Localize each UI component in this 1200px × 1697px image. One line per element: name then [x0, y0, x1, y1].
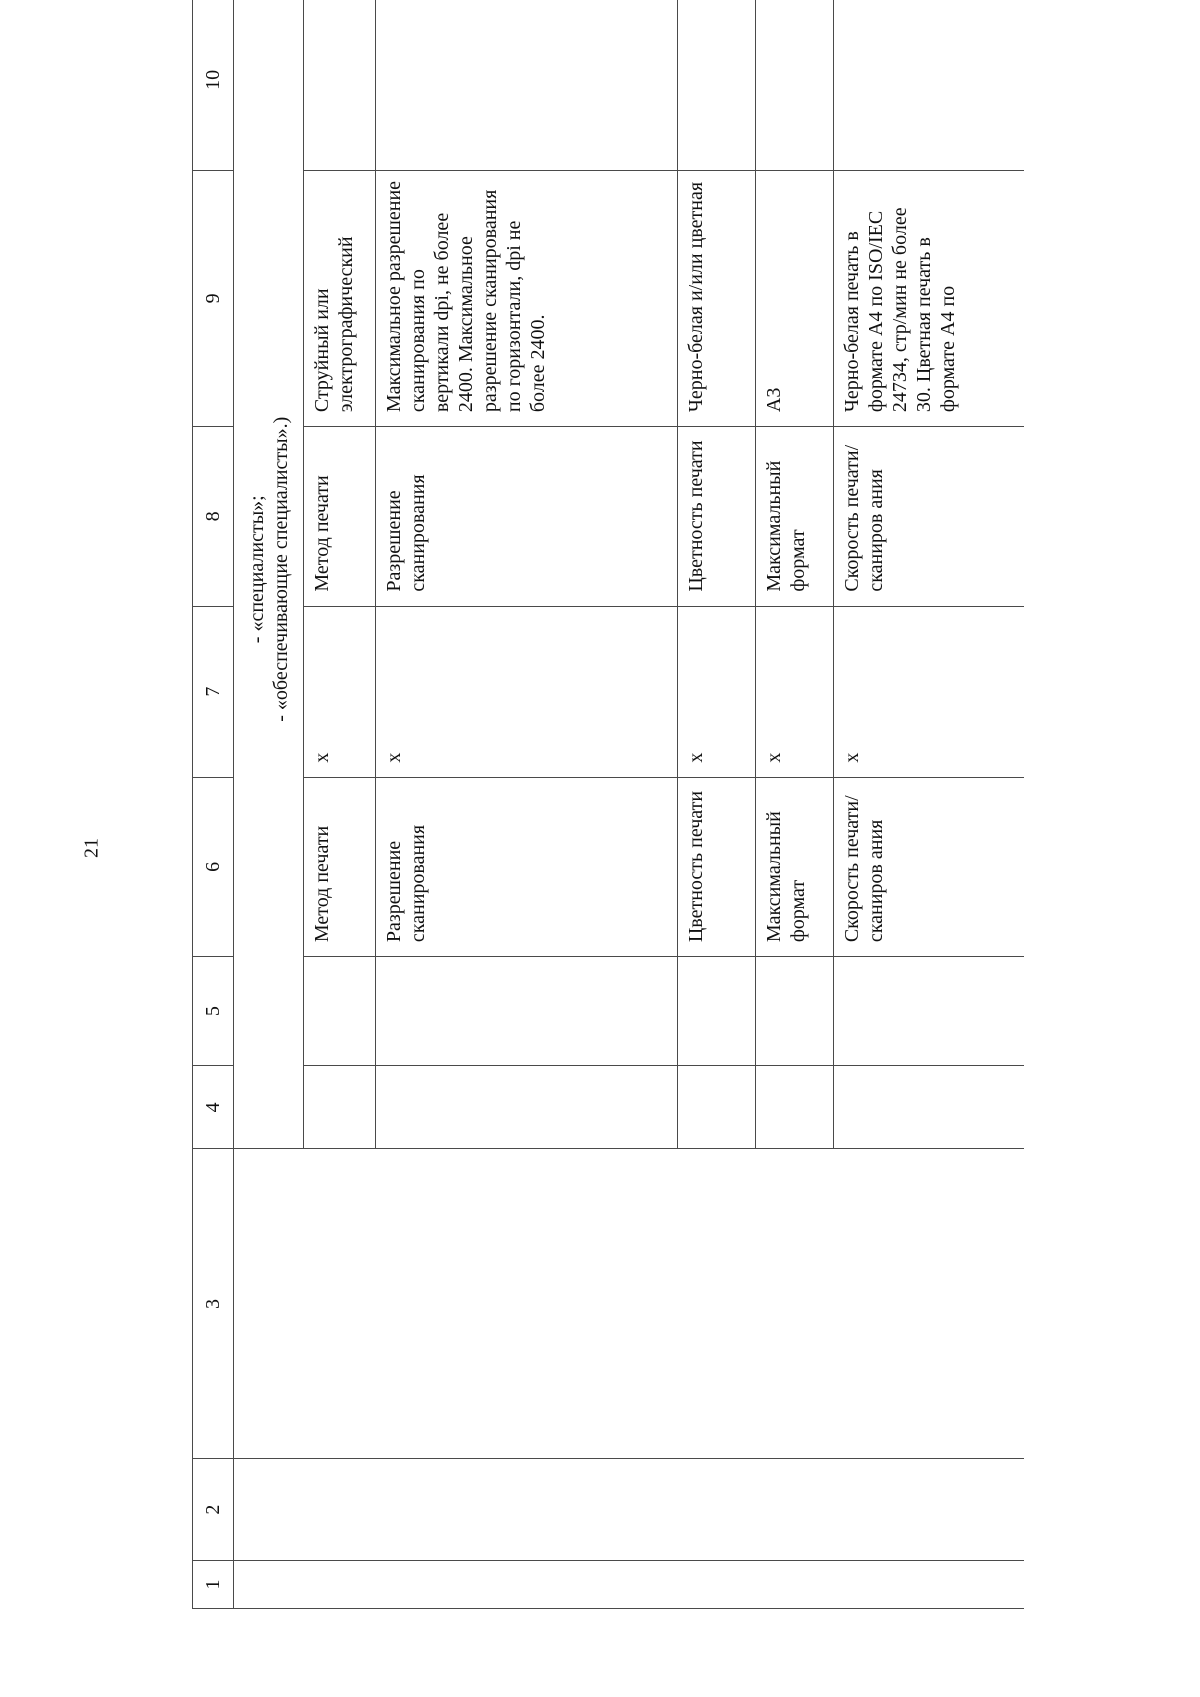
table-cell: [678, 957, 756, 1066]
table-cell: Цветность печати: [678, 777, 756, 957]
category-note: [234, 0, 304, 1149]
specification-table: [192, 0, 1024, 1609]
table-cell: [304, 1066, 376, 1149]
table-cell: [834, 957, 1024, 1066]
table-cell: [756, 0, 834, 170]
column-number: 1: [193, 1560, 234, 1608]
table-cell: [834, 1066, 1024, 1149]
table-cell: Цветность печати: [678, 427, 756, 607]
column-number: 7: [193, 606, 234, 777]
category-note-row: [234, 0, 304, 1609]
column-number: 4: [193, 1066, 234, 1149]
table-cell: [234, 1560, 1024, 1608]
table-cell: Разрешение сканирования: [376, 427, 678, 607]
column-number: 2: [193, 1459, 234, 1561]
table-cell: х: [834, 606, 1024, 777]
table-cell: [234, 1149, 1024, 1459]
rotated-page-content: [192, 0, 1042, 1609]
page-number: 21: [80, 838, 103, 858]
table-cell: [756, 1066, 834, 1149]
column-number: 8: [193, 427, 234, 607]
table-cell: х: [304, 606, 376, 777]
category-note-line: - «обеспечивающие специалисты».): [269, 416, 292, 722]
column-number: 5: [193, 957, 234, 1066]
table-cell: Метод печати: [304, 427, 376, 607]
table-cell: х: [678, 606, 756, 777]
table-cell: Максимальный формат: [756, 427, 834, 607]
column-number: 10: [193, 0, 234, 170]
table-cell: Скорость печати/сканиров ания: [834, 427, 1024, 607]
table-cell: [376, 957, 678, 1066]
column-number: 9: [193, 170, 234, 426]
table-cell: х: [376, 606, 678, 777]
column-number: 3: [193, 1149, 234, 1459]
table-cell: Струйный или электрографический: [304, 170, 376, 426]
table-cell: Максимальное разрешение сканирования по вертикали dpi, не более 2400. Максимальное разрешение сканирования по горизонтали, dpi не более 2400.: [376, 170, 678, 426]
table-cell: Метод печати: [304, 777, 376, 957]
table-cell: [376, 1066, 678, 1149]
category-note-line: - «специалисты»;: [245, 495, 268, 644]
table-cell: [834, 0, 1024, 170]
table-cell: х: [756, 606, 834, 777]
table-cell: Скорость печати/сканиров ания: [834, 777, 1024, 957]
table-cell: Максимальный формат: [756, 777, 834, 957]
table-cell: Разрешение сканирования: [376, 777, 678, 957]
table-cell: [376, 0, 678, 170]
table-cell: Черно-белая и/или цветная: [678, 170, 756, 426]
column-number-row: [193, 0, 234, 1609]
table-cell: [304, 957, 376, 1066]
table-cell: А3: [756, 170, 834, 426]
table-cell: [678, 1066, 756, 1149]
table-cell: [678, 0, 756, 170]
table-cell: [234, 1459, 1024, 1561]
table-cell: [756, 957, 834, 1066]
table-cell: [304, 0, 376, 170]
column-number: 6: [193, 777, 234, 957]
table-cell: Черно-белая печать в формате А4 по ISO/IEC 24734, стр/мин не более 30. Цветная печать в формате А4 по: [834, 170, 1024, 426]
